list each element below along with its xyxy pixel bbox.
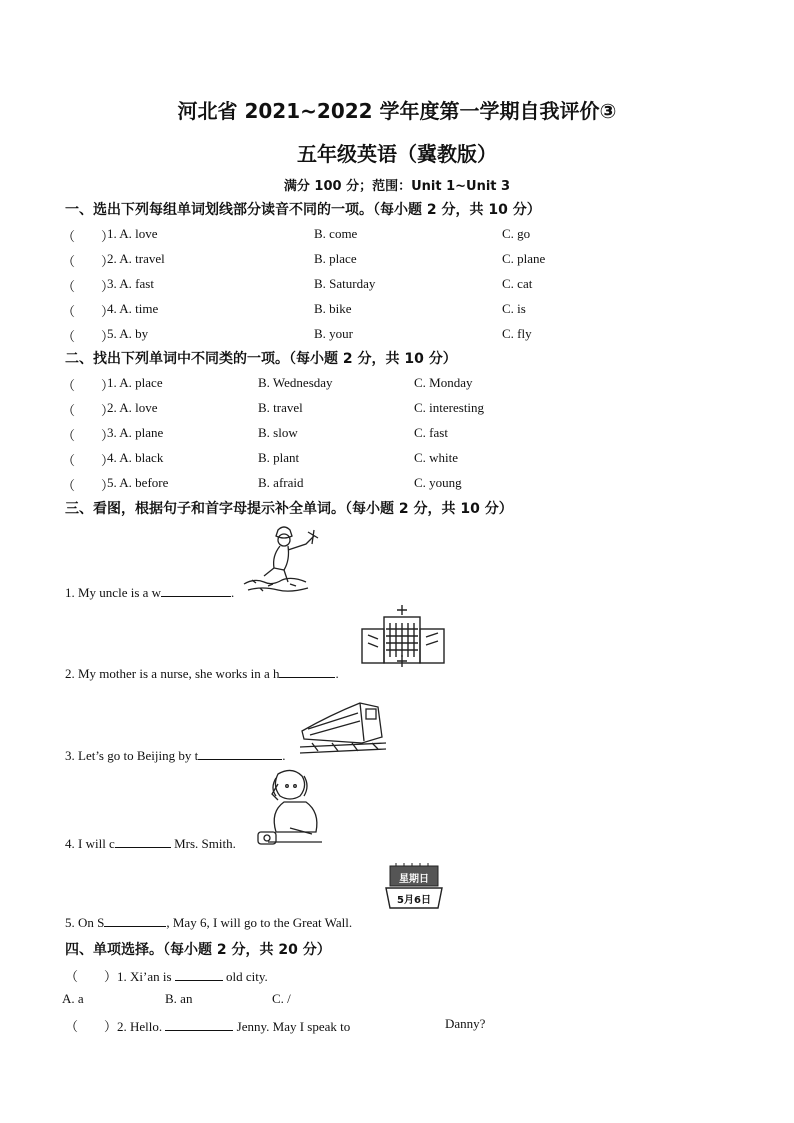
option-c[interactable]: C. interesting	[414, 400, 485, 415]
answer-blank[interactable]	[161, 584, 231, 597]
mc-option-c[interactable]: C. /	[272, 991, 291, 1006]
page-subtitle: 五年级英语（冀教版）	[297, 142, 497, 166]
calendar-weekday: 星期日	[399, 874, 429, 885]
option-a[interactable]: 3. A. fast	[107, 276, 154, 291]
section4-heading: 四、单项选择。（每小题 2 分，共 20 分）	[65, 942, 331, 958]
option-c[interactable]: C. go	[502, 226, 531, 241]
fill-item-text: , May 6, I will go to the Great Wall.	[166, 915, 353, 930]
score-line: 满分 100 分；范围：Unit 1~Unit 3	[283, 179, 511, 194]
question-text: old city.	[226, 969, 268, 984]
option-a[interactable]: 4. A. black	[107, 450, 164, 465]
mc-question-1	[65, 966, 268, 985]
option-c[interactable]: C. fly	[502, 326, 532, 341]
fill-item-text: 3. Let’s go to Beijing by t	[65, 748, 199, 763]
girl-phone-illustration	[254, 768, 326, 848]
section2-heading: 二、找出下列单词中不同类的一项。（每小题 2 分，共 10 分）	[65, 351, 457, 367]
answer-bracket[interactable]: （ ）	[62, 279, 115, 294]
option-b[interactable]: B. slow	[258, 425, 298, 440]
answer-bracket[interactable]: （ ）	[62, 329, 115, 344]
option-a[interactable]: 5. A. by	[107, 326, 149, 341]
fill-item-text: .	[335, 666, 339, 681]
option-a[interactable]: 4. A. time	[107, 301, 159, 316]
train-illustration	[298, 697, 390, 755]
answer-bracket[interactable]: （ ）	[62, 403, 115, 418]
option-a[interactable]: 3. A. plane	[107, 425, 164, 440]
answer-bracket[interactable]: （ ）	[62, 304, 115, 319]
fill-item-text: Mrs. Smith.	[170, 836, 236, 851]
answer-blank[interactable]	[115, 835, 171, 848]
answer-bracket[interactable]: （ ）	[62, 254, 115, 269]
calendar-illustration	[384, 862, 444, 912]
option-a[interactable]: 5. A. before	[107, 475, 169, 490]
option-c[interactable]: C. is	[502, 301, 526, 316]
mc-question-2	[65, 1016, 350, 1035]
section3-heading: 三、看图，根据句子和首字母提示补全单词。（每小题 2 分，共 10 分）	[65, 501, 513, 517]
worker-illustration	[238, 524, 330, 596]
fill-item-text: 4. I will c	[65, 836, 115, 851]
option-a[interactable]: 2. A. love	[107, 400, 158, 415]
fill-item-2	[65, 665, 339, 682]
answer-bracket[interactable]: （ ）	[62, 453, 115, 468]
answer-bracket[interactable]: （ ）	[62, 229, 115, 244]
answer-blank[interactable]	[175, 968, 223, 981]
fill-item-text: .	[231, 585, 235, 600]
mc-option-a[interactable]: A. a	[62, 991, 84, 1006]
hospital-illustration	[358, 603, 450, 669]
answer-blank[interactable]	[198, 747, 282, 760]
option-c[interactable]: C. white	[414, 450, 459, 465]
option-c[interactable]: C. plane	[502, 251, 546, 266]
question-text: Jenny. May I speak to	[236, 1019, 351, 1034]
question-text: 1. Xi’an is	[117, 969, 172, 984]
option-b[interactable]: B. afraid	[258, 475, 304, 490]
fill-item-text: 2. My mother is a nurse, she works in a h	[65, 666, 280, 681]
answer-blank[interactable]	[104, 914, 166, 927]
page-title: 河北省 2021~2022 学年度第一学期自我评价③	[177, 99, 617, 123]
option-c[interactable]: C. cat	[502, 276, 533, 291]
option-b[interactable]: B. place	[314, 251, 357, 266]
fill-item-1	[65, 584, 234, 601]
option-b[interactable]: B. travel	[258, 400, 303, 415]
answer-bracket[interactable]: （ ）	[65, 1019, 118, 1034]
option-a[interactable]: 1. A. love	[107, 226, 158, 241]
fill-item-5	[65, 914, 352, 931]
fill-item-3	[65, 747, 286, 764]
option-b[interactable]: B. Saturday	[314, 276, 376, 291]
answer-blank[interactable]	[165, 1018, 233, 1031]
section1-heading: 一、选出下列每组单词划线部分读音不同的一项。（每小题 2 分，共 10 分）	[65, 202, 541, 218]
answer-blank[interactable]	[279, 665, 335, 678]
question-text: Danny?	[445, 1016, 486, 1031]
fill-item-text: 5. On S	[65, 915, 105, 930]
option-b[interactable]: B. bike	[314, 301, 352, 316]
mc-option-b[interactable]: B. an	[165, 991, 193, 1006]
answer-bracket[interactable]: （ ）	[62, 378, 115, 393]
fill-item-text: .	[282, 748, 286, 763]
option-b[interactable]: B. Wednesday	[258, 375, 333, 390]
answer-bracket[interactable]: （ ）	[62, 478, 115, 493]
fill-item-text: 1. My uncle is a w	[65, 585, 162, 600]
option-c[interactable]: C. young	[414, 475, 462, 490]
answer-bracket[interactable]: （ ）	[62, 428, 115, 443]
option-b[interactable]: B. come	[314, 226, 358, 241]
option-b[interactable]: B. plant	[258, 450, 300, 465]
question-text: 2. Hello.	[117, 1019, 163, 1034]
option-a[interactable]: 2. A. travel	[107, 251, 165, 266]
option-b[interactable]: B. your	[314, 326, 353, 341]
option-c[interactable]: C. fast	[414, 425, 448, 440]
option-c[interactable]: C. Monday	[414, 375, 473, 390]
calendar-date: 5月6日	[397, 895, 431, 906]
option-a[interactable]: 1. A. place	[107, 375, 163, 390]
fill-item-4	[65, 835, 236, 852]
answer-bracket[interactable]: （ ）	[65, 969, 118, 984]
